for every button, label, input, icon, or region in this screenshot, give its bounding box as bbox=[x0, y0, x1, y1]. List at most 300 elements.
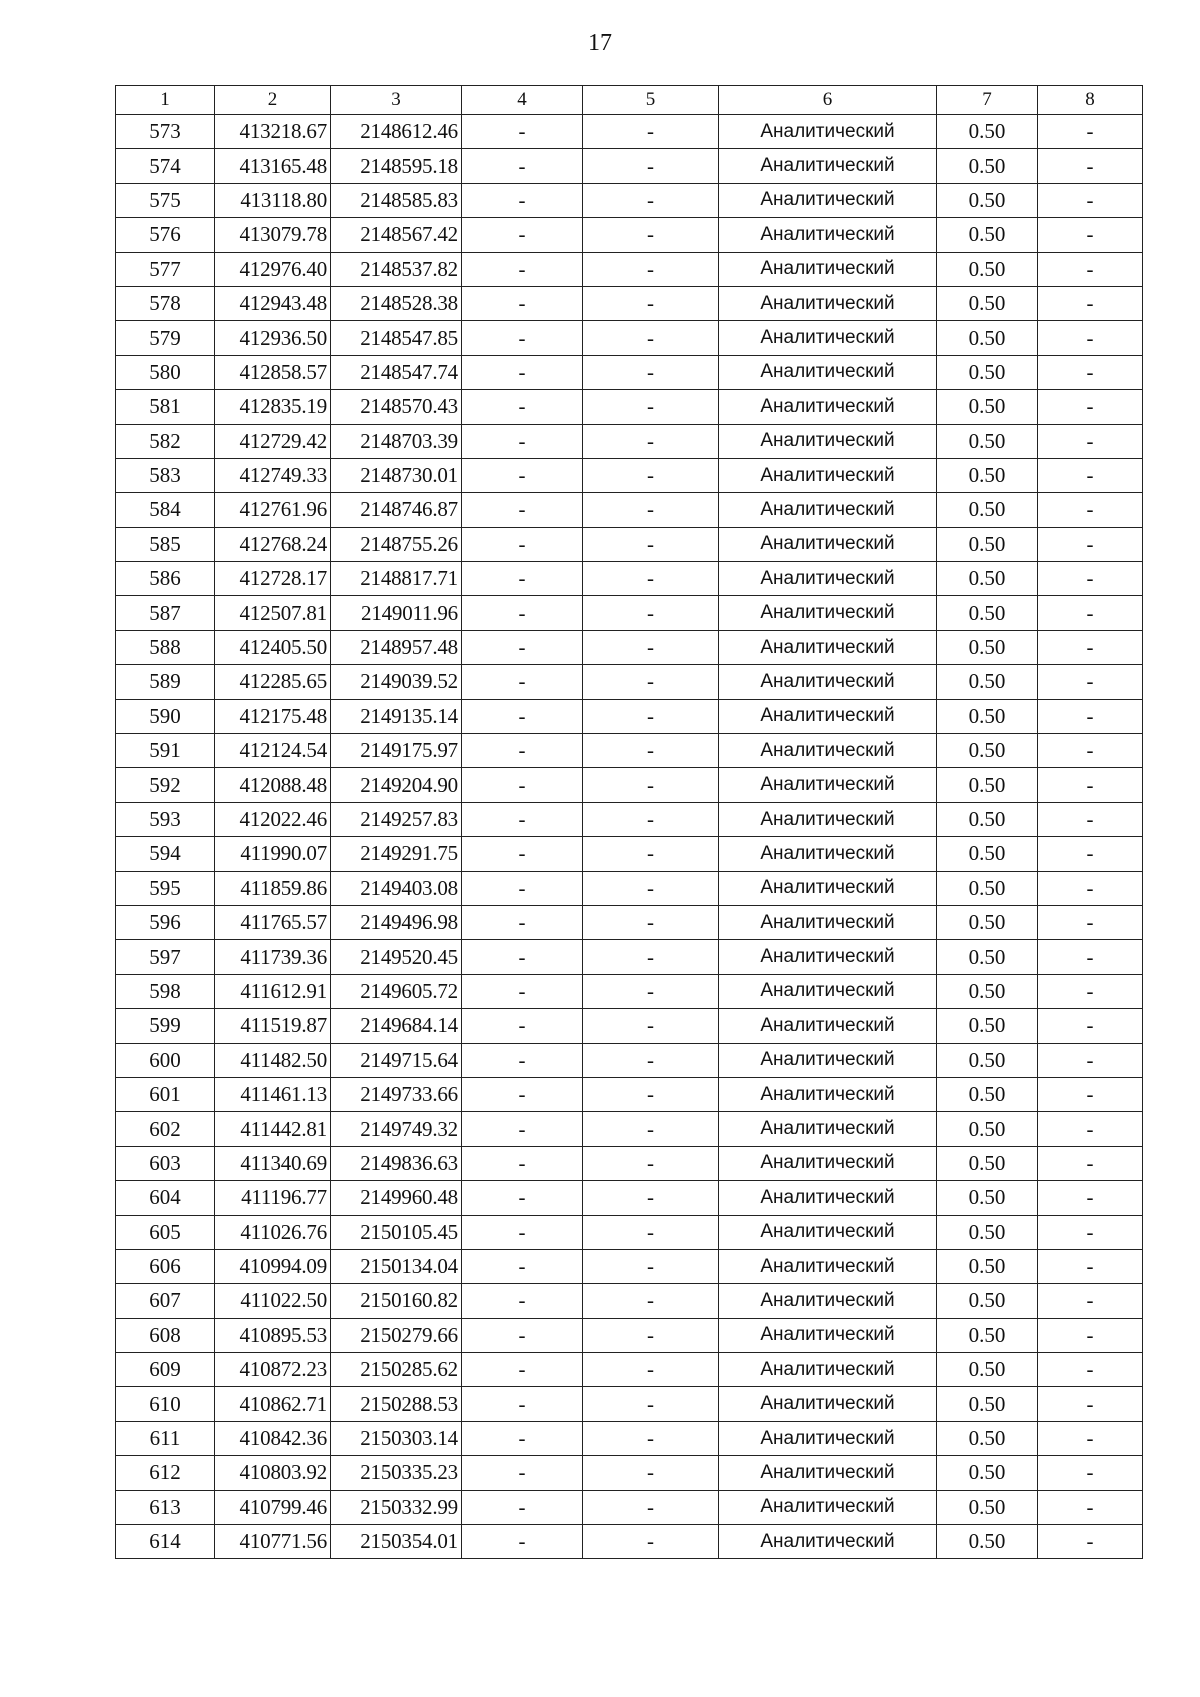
col-5-value-cell: - bbox=[583, 1353, 719, 1387]
x-coordinate-cell: 413079.78 bbox=[215, 218, 331, 252]
x-coordinate-cell: 410842.36 bbox=[215, 1421, 331, 1455]
x-coordinate-cell: 410872.23 bbox=[215, 1353, 331, 1387]
x-coordinate-cell: 412936.50 bbox=[215, 321, 331, 355]
col-8-value-cell: - bbox=[1038, 1215, 1143, 1249]
col-8-value-cell: - bbox=[1038, 183, 1143, 217]
col-5-value-cell: - bbox=[583, 1387, 719, 1421]
table-row bbox=[116, 218, 1143, 252]
table-row bbox=[116, 1284, 1143, 1318]
x-coordinate-cell: 411859.86 bbox=[215, 871, 331, 905]
col-8-value-cell: - bbox=[1038, 390, 1143, 424]
col-4-value-cell: - bbox=[462, 1146, 583, 1180]
accuracy-cell: 0.50 bbox=[937, 527, 1038, 561]
x-coordinate-cell: 410771.56 bbox=[215, 1525, 331, 1559]
accuracy-cell: 0.50 bbox=[937, 1284, 1038, 1318]
col-4-value-cell: - bbox=[462, 802, 583, 836]
column-header-5: 5 bbox=[583, 86, 719, 115]
accuracy-cell: 0.50 bbox=[937, 115, 1038, 149]
col-5-value-cell: - bbox=[583, 630, 719, 664]
accuracy-cell: 0.50 bbox=[937, 390, 1038, 424]
table-header-row bbox=[116, 86, 1143, 115]
table-row bbox=[116, 630, 1143, 664]
x-coordinate-cell: 411340.69 bbox=[215, 1146, 331, 1180]
x-coordinate-cell: 412022.46 bbox=[215, 802, 331, 836]
table-row bbox=[116, 1215, 1143, 1249]
column-header-1: 1 bbox=[116, 86, 215, 115]
method-cell: Аналитический bbox=[719, 768, 937, 802]
col-4-value-cell: - bbox=[462, 1421, 583, 1455]
col-8-value-cell: - bbox=[1038, 1421, 1143, 1455]
y-coordinate-cell: 2149960.48 bbox=[331, 1181, 462, 1215]
accuracy-cell: 0.50 bbox=[937, 1387, 1038, 1421]
accuracy-cell: 0.50 bbox=[937, 149, 1038, 183]
x-coordinate-cell: 412507.81 bbox=[215, 596, 331, 630]
y-coordinate-cell: 2150335.23 bbox=[331, 1456, 462, 1490]
table-row bbox=[116, 390, 1143, 424]
table-row bbox=[116, 424, 1143, 458]
col-8-value-cell: - bbox=[1038, 1284, 1143, 1318]
x-coordinate-cell: 412858.57 bbox=[215, 355, 331, 389]
col-5-value-cell: - bbox=[583, 1112, 719, 1146]
col-5-value-cell: - bbox=[583, 183, 719, 217]
x-coordinate-cell: 411482.50 bbox=[215, 1043, 331, 1077]
x-coordinate-cell: 411990.07 bbox=[215, 837, 331, 871]
y-coordinate-cell: 2150332.99 bbox=[331, 1490, 462, 1524]
col-8-value-cell: - bbox=[1038, 1490, 1143, 1524]
col-5-value-cell: - bbox=[583, 252, 719, 286]
col-8-value-cell: - bbox=[1038, 286, 1143, 320]
table-row bbox=[116, 1387, 1143, 1421]
col-4-value-cell: - bbox=[462, 355, 583, 389]
point-number-cell: 603 bbox=[116, 1146, 215, 1180]
table-row bbox=[116, 940, 1143, 974]
point-number-cell: 594 bbox=[116, 837, 215, 871]
table-row bbox=[116, 802, 1143, 836]
method-cell: Аналитический bbox=[719, 1525, 937, 1559]
col-8-value-cell: - bbox=[1038, 871, 1143, 905]
col-5-value-cell: - bbox=[583, 1146, 719, 1180]
table-row bbox=[116, 1009, 1143, 1043]
y-coordinate-cell: 2148585.83 bbox=[331, 183, 462, 217]
accuracy-cell: 0.50 bbox=[937, 355, 1038, 389]
accuracy-cell: 0.50 bbox=[937, 1181, 1038, 1215]
col-4-value-cell: - bbox=[462, 1215, 583, 1249]
col-4-value-cell: - bbox=[462, 527, 583, 561]
accuracy-cell: 0.50 bbox=[937, 905, 1038, 939]
col-5-value-cell: - bbox=[583, 286, 719, 320]
table-row bbox=[116, 871, 1143, 905]
y-coordinate-cell: 2149011.96 bbox=[331, 596, 462, 630]
x-coordinate-cell: 410799.46 bbox=[215, 1490, 331, 1524]
col-5-value-cell: - bbox=[583, 458, 719, 492]
x-coordinate-cell: 411739.36 bbox=[215, 940, 331, 974]
x-coordinate-cell: 410895.53 bbox=[215, 1318, 331, 1352]
table-row bbox=[116, 665, 1143, 699]
col-8-value-cell: - bbox=[1038, 1181, 1143, 1215]
col-4-value-cell: - bbox=[462, 1456, 583, 1490]
method-cell: Аналитический bbox=[719, 1215, 937, 1249]
col-4-value-cell: - bbox=[462, 699, 583, 733]
point-number-cell: 604 bbox=[116, 1181, 215, 1215]
accuracy-cell: 0.50 bbox=[937, 183, 1038, 217]
col-8-value-cell: - bbox=[1038, 493, 1143, 527]
col-4-value-cell: - bbox=[462, 1525, 583, 1559]
col-5-value-cell: - bbox=[583, 905, 719, 939]
col-8-value-cell: - bbox=[1038, 940, 1143, 974]
x-coordinate-cell: 412175.48 bbox=[215, 699, 331, 733]
col-5-value-cell: - bbox=[583, 493, 719, 527]
y-coordinate-cell: 2150160.82 bbox=[331, 1284, 462, 1318]
col-4-value-cell: - bbox=[462, 1077, 583, 1111]
accuracy-cell: 0.50 bbox=[937, 1318, 1038, 1352]
table-row bbox=[116, 1249, 1143, 1283]
col-4-value-cell: - bbox=[462, 1387, 583, 1421]
method-cell: Аналитический bbox=[719, 424, 937, 458]
col-8-value-cell: - bbox=[1038, 802, 1143, 836]
accuracy-cell: 0.50 bbox=[937, 321, 1038, 355]
table-row bbox=[116, 1490, 1143, 1524]
accuracy-cell: 0.50 bbox=[937, 1525, 1038, 1559]
accuracy-cell: 0.50 bbox=[937, 252, 1038, 286]
col-8-value-cell: - bbox=[1038, 1112, 1143, 1146]
col-4-value-cell: - bbox=[462, 837, 583, 871]
x-coordinate-cell: 412285.65 bbox=[215, 665, 331, 699]
col-8-value-cell: - bbox=[1038, 905, 1143, 939]
method-cell: Аналитический bbox=[719, 1456, 937, 1490]
table-row bbox=[116, 1318, 1143, 1352]
y-coordinate-cell: 2149749.32 bbox=[331, 1112, 462, 1146]
method-cell: Аналитический bbox=[719, 218, 937, 252]
method-cell: Аналитический bbox=[719, 871, 937, 905]
col-4-value-cell: - bbox=[462, 1112, 583, 1146]
x-coordinate-cell: 410862.71 bbox=[215, 1387, 331, 1421]
method-cell: Аналитический bbox=[719, 802, 937, 836]
col-5-value-cell: - bbox=[583, 527, 719, 561]
col-8-value-cell: - bbox=[1038, 355, 1143, 389]
col-5-value-cell: - bbox=[583, 1009, 719, 1043]
column-header-8: 8 bbox=[1038, 86, 1143, 115]
col-8-value-cell: - bbox=[1038, 1456, 1143, 1490]
point-number-cell: 587 bbox=[116, 596, 215, 630]
accuracy-cell: 0.50 bbox=[937, 1249, 1038, 1283]
col-5-value-cell: - bbox=[583, 596, 719, 630]
table-row bbox=[116, 837, 1143, 871]
point-number-cell: 605 bbox=[116, 1215, 215, 1249]
method-cell: Аналитический bbox=[719, 1490, 937, 1524]
y-coordinate-cell: 2149291.75 bbox=[331, 837, 462, 871]
method-cell: Аналитический bbox=[719, 837, 937, 871]
y-coordinate-cell: 2150279.66 bbox=[331, 1318, 462, 1352]
y-coordinate-cell: 2150303.14 bbox=[331, 1421, 462, 1455]
table-row bbox=[116, 355, 1143, 389]
col-4-value-cell: - bbox=[462, 493, 583, 527]
table-row bbox=[116, 527, 1143, 561]
page-number: 17 bbox=[588, 30, 612, 56]
point-number-cell: 610 bbox=[116, 1387, 215, 1421]
col-5-value-cell: - bbox=[583, 734, 719, 768]
method-cell: Аналитический bbox=[719, 1009, 937, 1043]
point-number-cell: 593 bbox=[116, 802, 215, 836]
x-coordinate-cell: 412729.42 bbox=[215, 424, 331, 458]
point-number-cell: 598 bbox=[116, 974, 215, 1008]
y-coordinate-cell: 2149204.90 bbox=[331, 768, 462, 802]
point-number-cell: 582 bbox=[116, 424, 215, 458]
method-cell: Аналитический bbox=[719, 321, 937, 355]
col-8-value-cell: - bbox=[1038, 527, 1143, 561]
method-cell: Аналитический bbox=[719, 905, 937, 939]
col-8-value-cell: - bbox=[1038, 1525, 1143, 1559]
method-cell: Аналитический bbox=[719, 527, 937, 561]
col-5-value-cell: - bbox=[583, 1490, 719, 1524]
method-cell: Аналитический bbox=[719, 149, 937, 183]
point-number-cell: 608 bbox=[116, 1318, 215, 1352]
point-number-cell: 592 bbox=[116, 768, 215, 802]
col-8-value-cell: - bbox=[1038, 1318, 1143, 1352]
accuracy-cell: 0.50 bbox=[937, 1490, 1038, 1524]
accuracy-cell: 0.50 bbox=[937, 974, 1038, 1008]
col-5-value-cell: - bbox=[583, 1284, 719, 1318]
col-5-value-cell: - bbox=[583, 665, 719, 699]
y-coordinate-cell: 2149496.98 bbox=[331, 905, 462, 939]
y-coordinate-cell: 2148570.43 bbox=[331, 390, 462, 424]
col-4-value-cell: - bbox=[462, 596, 583, 630]
point-number-cell: 611 bbox=[116, 1421, 215, 1455]
col-5-value-cell: - bbox=[583, 768, 719, 802]
col-8-value-cell: - bbox=[1038, 458, 1143, 492]
col-8-value-cell: - bbox=[1038, 1387, 1143, 1421]
x-coordinate-cell: 411026.76 bbox=[215, 1215, 331, 1249]
method-cell: Аналитический bbox=[719, 286, 937, 320]
col-8-value-cell: - bbox=[1038, 596, 1143, 630]
point-number-cell: 584 bbox=[116, 493, 215, 527]
table-row bbox=[116, 1456, 1143, 1490]
y-coordinate-cell: 2150354.01 bbox=[331, 1525, 462, 1559]
point-number-cell: 576 bbox=[116, 218, 215, 252]
table-row bbox=[116, 974, 1143, 1008]
y-coordinate-cell: 2148547.74 bbox=[331, 355, 462, 389]
col-4-value-cell: - bbox=[462, 1284, 583, 1318]
col-5-value-cell: - bbox=[583, 1525, 719, 1559]
method-cell: Аналитический bbox=[719, 115, 937, 149]
accuracy-cell: 0.50 bbox=[937, 837, 1038, 871]
point-number-cell: 606 bbox=[116, 1249, 215, 1283]
method-cell: Аналитический bbox=[719, 734, 937, 768]
x-coordinate-cell: 412761.96 bbox=[215, 493, 331, 527]
table-row bbox=[116, 699, 1143, 733]
col-5-value-cell: - bbox=[583, 149, 719, 183]
accuracy-cell: 0.50 bbox=[937, 424, 1038, 458]
point-number-cell: 586 bbox=[116, 562, 215, 596]
col-8-value-cell: - bbox=[1038, 1009, 1143, 1043]
col-5-value-cell: - bbox=[583, 1456, 719, 1490]
table-row bbox=[116, 458, 1143, 492]
table-row bbox=[116, 1077, 1143, 1111]
y-coordinate-cell: 2150288.53 bbox=[331, 1387, 462, 1421]
table-row bbox=[116, 1525, 1143, 1559]
y-coordinate-cell: 2148528.38 bbox=[331, 286, 462, 320]
col-4-value-cell: - bbox=[462, 183, 583, 217]
y-coordinate-cell: 2149257.83 bbox=[331, 802, 462, 836]
x-coordinate-cell: 412088.48 bbox=[215, 768, 331, 802]
y-coordinate-cell: 2148957.48 bbox=[331, 630, 462, 664]
col-8-value-cell: - bbox=[1038, 252, 1143, 286]
point-number-cell: 595 bbox=[116, 871, 215, 905]
point-number-cell: 577 bbox=[116, 252, 215, 286]
x-coordinate-cell: 412728.17 bbox=[215, 562, 331, 596]
table-row bbox=[116, 596, 1143, 630]
table-row bbox=[116, 1043, 1143, 1077]
method-cell: Аналитический bbox=[719, 458, 937, 492]
x-coordinate-cell: 413118.80 bbox=[215, 183, 331, 217]
method-cell: Аналитический bbox=[719, 665, 937, 699]
column-header-2: 2 bbox=[215, 86, 331, 115]
col-5-value-cell: - bbox=[583, 115, 719, 149]
method-cell: Аналитический bbox=[719, 596, 937, 630]
point-number-cell: 574 bbox=[116, 149, 215, 183]
col-4-value-cell: - bbox=[462, 1181, 583, 1215]
method-cell: Аналитический bbox=[719, 1077, 937, 1111]
point-number-cell: 613 bbox=[116, 1490, 215, 1524]
col-4-value-cell: - bbox=[462, 1353, 583, 1387]
col-8-value-cell: - bbox=[1038, 218, 1143, 252]
col-5-value-cell: - bbox=[583, 1181, 719, 1215]
col-4-value-cell: - bbox=[462, 286, 583, 320]
col-4-value-cell: - bbox=[462, 665, 583, 699]
point-number-cell: 575 bbox=[116, 183, 215, 217]
y-coordinate-cell: 2148817.71 bbox=[331, 562, 462, 596]
column-header-4: 4 bbox=[462, 86, 583, 115]
column-header-6: 6 bbox=[719, 86, 937, 115]
accuracy-cell: 0.50 bbox=[937, 1009, 1038, 1043]
col-8-value-cell: - bbox=[1038, 321, 1143, 355]
y-coordinate-cell: 2149715.64 bbox=[331, 1043, 462, 1077]
x-coordinate-cell: 412749.33 bbox=[215, 458, 331, 492]
y-coordinate-cell: 2149836.63 bbox=[331, 1146, 462, 1180]
point-number-cell: 579 bbox=[116, 321, 215, 355]
col-5-value-cell: - bbox=[583, 1249, 719, 1283]
col-4-value-cell: - bbox=[462, 115, 583, 149]
col-8-value-cell: - bbox=[1038, 974, 1143, 1008]
col-5-value-cell: - bbox=[583, 321, 719, 355]
x-coordinate-cell: 412405.50 bbox=[215, 630, 331, 664]
x-coordinate-cell: 412943.48 bbox=[215, 286, 331, 320]
y-coordinate-cell: 2149605.72 bbox=[331, 974, 462, 1008]
method-cell: Аналитический bbox=[719, 493, 937, 527]
col-4-value-cell: - bbox=[462, 149, 583, 183]
col-5-value-cell: - bbox=[583, 699, 719, 733]
point-number-cell: 614 bbox=[116, 1525, 215, 1559]
col-8-value-cell: - bbox=[1038, 699, 1143, 733]
col-4-value-cell: - bbox=[462, 630, 583, 664]
col-5-value-cell: - bbox=[583, 1043, 719, 1077]
accuracy-cell: 0.50 bbox=[937, 1112, 1038, 1146]
col-4-value-cell: - bbox=[462, 252, 583, 286]
col-8-value-cell: - bbox=[1038, 768, 1143, 802]
point-number-cell: 597 bbox=[116, 940, 215, 974]
col-8-value-cell: - bbox=[1038, 1249, 1143, 1283]
point-number-cell: 581 bbox=[116, 390, 215, 424]
method-cell: Аналитический bbox=[719, 1249, 937, 1283]
col-8-value-cell: - bbox=[1038, 1077, 1143, 1111]
col-4-value-cell: - bbox=[462, 940, 583, 974]
col-4-value-cell: - bbox=[462, 871, 583, 905]
col-8-value-cell: - bbox=[1038, 1353, 1143, 1387]
method-cell: Аналитический bbox=[719, 355, 937, 389]
col-4-value-cell: - bbox=[462, 768, 583, 802]
col-5-value-cell: - bbox=[583, 218, 719, 252]
point-number-cell: 612 bbox=[116, 1456, 215, 1490]
point-number-cell: 589 bbox=[116, 665, 215, 699]
col-5-value-cell: - bbox=[583, 1318, 719, 1352]
point-number-cell: 607 bbox=[116, 1284, 215, 1318]
accuracy-cell: 0.50 bbox=[937, 562, 1038, 596]
accuracy-cell: 0.50 bbox=[937, 734, 1038, 768]
col-8-value-cell: - bbox=[1038, 837, 1143, 871]
x-coordinate-cell: 412835.19 bbox=[215, 390, 331, 424]
col-4-value-cell: - bbox=[462, 1009, 583, 1043]
accuracy-cell: 0.50 bbox=[937, 802, 1038, 836]
accuracy-cell: 0.50 bbox=[937, 596, 1038, 630]
method-cell: Аналитический bbox=[719, 183, 937, 217]
table-row bbox=[116, 768, 1143, 802]
column-header-3: 3 bbox=[331, 86, 462, 115]
col-4-value-cell: - bbox=[462, 218, 583, 252]
accuracy-cell: 0.50 bbox=[937, 1146, 1038, 1180]
col-5-value-cell: - bbox=[583, 974, 719, 1008]
col-8-value-cell: - bbox=[1038, 115, 1143, 149]
method-cell: Аналитический bbox=[719, 1387, 937, 1421]
accuracy-cell: 0.50 bbox=[937, 493, 1038, 527]
col-5-value-cell: - bbox=[583, 1077, 719, 1111]
accuracy-cell: 0.50 bbox=[937, 1421, 1038, 1455]
col-5-value-cell: - bbox=[583, 837, 719, 871]
table-row bbox=[116, 1112, 1143, 1146]
col-8-value-cell: - bbox=[1038, 630, 1143, 664]
x-coordinate-cell: 411612.91 bbox=[215, 974, 331, 1008]
point-number-cell: 578 bbox=[116, 286, 215, 320]
y-coordinate-cell: 2148746.87 bbox=[331, 493, 462, 527]
y-coordinate-cell: 2148612.46 bbox=[331, 115, 462, 149]
col-5-value-cell: - bbox=[583, 802, 719, 836]
accuracy-cell: 0.50 bbox=[937, 1043, 1038, 1077]
table-row bbox=[116, 115, 1143, 149]
table-row bbox=[116, 734, 1143, 768]
table-row bbox=[116, 1181, 1143, 1215]
y-coordinate-cell: 2149520.45 bbox=[331, 940, 462, 974]
y-coordinate-cell: 2148730.01 bbox=[331, 458, 462, 492]
x-coordinate-cell: 412768.24 bbox=[215, 527, 331, 561]
accuracy-cell: 0.50 bbox=[937, 940, 1038, 974]
x-coordinate-cell: 412976.40 bbox=[215, 252, 331, 286]
column-header-7: 7 bbox=[937, 86, 1038, 115]
point-number-cell: 588 bbox=[116, 630, 215, 664]
x-coordinate-cell: 410994.09 bbox=[215, 1249, 331, 1283]
accuracy-cell: 0.50 bbox=[937, 768, 1038, 802]
coordinates-table bbox=[115, 85, 1143, 1559]
y-coordinate-cell: 2148755.26 bbox=[331, 527, 462, 561]
point-number-cell: 590 bbox=[116, 699, 215, 733]
method-cell: Аналитический bbox=[719, 1112, 937, 1146]
y-coordinate-cell: 2148703.39 bbox=[331, 424, 462, 458]
x-coordinate-cell: 411442.81 bbox=[215, 1112, 331, 1146]
y-coordinate-cell: 2148547.85 bbox=[331, 321, 462, 355]
col-8-value-cell: - bbox=[1038, 149, 1143, 183]
table-row bbox=[116, 905, 1143, 939]
accuracy-cell: 0.50 bbox=[937, 1353, 1038, 1387]
point-number-cell: 599 bbox=[116, 1009, 215, 1043]
accuracy-cell: 0.50 bbox=[937, 699, 1038, 733]
table-row bbox=[116, 321, 1143, 355]
